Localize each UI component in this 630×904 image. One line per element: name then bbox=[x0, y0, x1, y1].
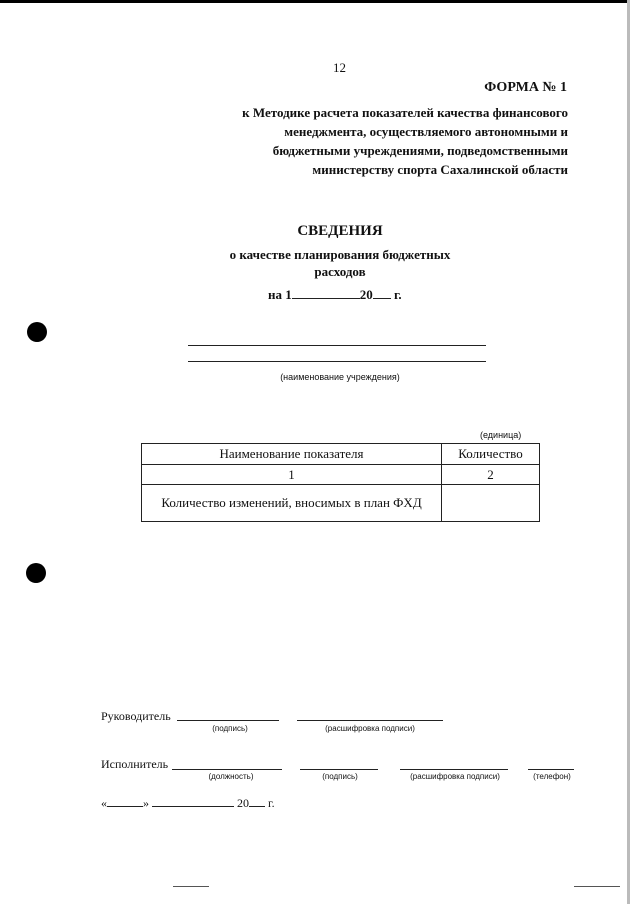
punch-hole bbox=[27, 322, 47, 342]
executor-signature-line bbox=[300, 769, 378, 770]
date-year-suffix: г. bbox=[268, 796, 275, 810]
subtitle-line: к Методике расчета показателей качества финансового bbox=[242, 105, 568, 120]
date-close-quote: » bbox=[143, 796, 149, 810]
institution-line bbox=[188, 345, 486, 346]
indicator-table bbox=[141, 443, 540, 522]
table-header-cell: Наименование показателя bbox=[142, 444, 442, 465]
table-row-label: Количество изменений, вносимых в план ФХД bbox=[142, 485, 442, 522]
table-number-cell: 1 bbox=[142, 465, 442, 485]
head-caption: (подпись) bbox=[212, 724, 248, 733]
table-number-row bbox=[142, 465, 540, 485]
scan-artifact bbox=[574, 886, 620, 887]
executor-caption: (расшифровка подписи) bbox=[410, 772, 500, 781]
date-mid: 20 bbox=[359, 287, 373, 302]
heading-sub-line-2: расходов bbox=[314, 264, 366, 279]
head-label: Руководитель bbox=[101, 709, 171, 723]
executor-caption: (должность) bbox=[208, 772, 254, 781]
subtitle-line: менеджмента, осуществляемого автономными и bbox=[284, 124, 568, 139]
scan-edge-top bbox=[0, 0, 630, 3]
head-decoding-line bbox=[297, 720, 443, 721]
executor-label: Исполнитель bbox=[101, 757, 169, 771]
date-year: 20 bbox=[237, 796, 249, 810]
report-date bbox=[268, 287, 402, 303]
head-caption: (расшифровка подписи) bbox=[325, 724, 415, 733]
executor-position-line bbox=[172, 769, 282, 770]
subtitle-line: бюджетными учреждениями, подведомственными bbox=[272, 143, 568, 158]
unit-caption: (единица) bbox=[480, 430, 522, 440]
table-row-value bbox=[442, 485, 540, 522]
executor-caption: (телефон) bbox=[533, 772, 571, 781]
institution-line bbox=[188, 361, 486, 362]
punch-hole bbox=[26, 563, 46, 583]
executor-caption: (подпись) bbox=[322, 772, 358, 781]
head-signature-line bbox=[177, 720, 279, 721]
page-number: 12 bbox=[333, 60, 346, 75]
form-subtitle bbox=[242, 103, 568, 179]
form-title: ФОРМА № 1 bbox=[484, 80, 567, 95]
table-number-cell: 2 bbox=[442, 465, 540, 485]
subtitle-line: министерству спорта Сахалинской области bbox=[312, 162, 568, 177]
date-prefix: на 1 bbox=[268, 287, 292, 302]
date-open-quote: « bbox=[101, 796, 107, 810]
executor-phone-line bbox=[528, 769, 574, 770]
table-header-row bbox=[142, 444, 540, 465]
scan-artifact bbox=[173, 886, 209, 887]
table-row bbox=[142, 485, 540, 522]
sign-date bbox=[101, 796, 275, 811]
date-suffix: г. bbox=[394, 287, 402, 302]
executor-decoding-line bbox=[400, 769, 508, 770]
heading-sub-line-1: о качестве планирования бюджетных bbox=[229, 247, 451, 262]
table-header-cell: Количество bbox=[442, 444, 540, 465]
document-heading: СВЕДЕНИЯ bbox=[297, 223, 383, 239]
institution-caption: (наименование учреждения) bbox=[280, 372, 400, 382]
